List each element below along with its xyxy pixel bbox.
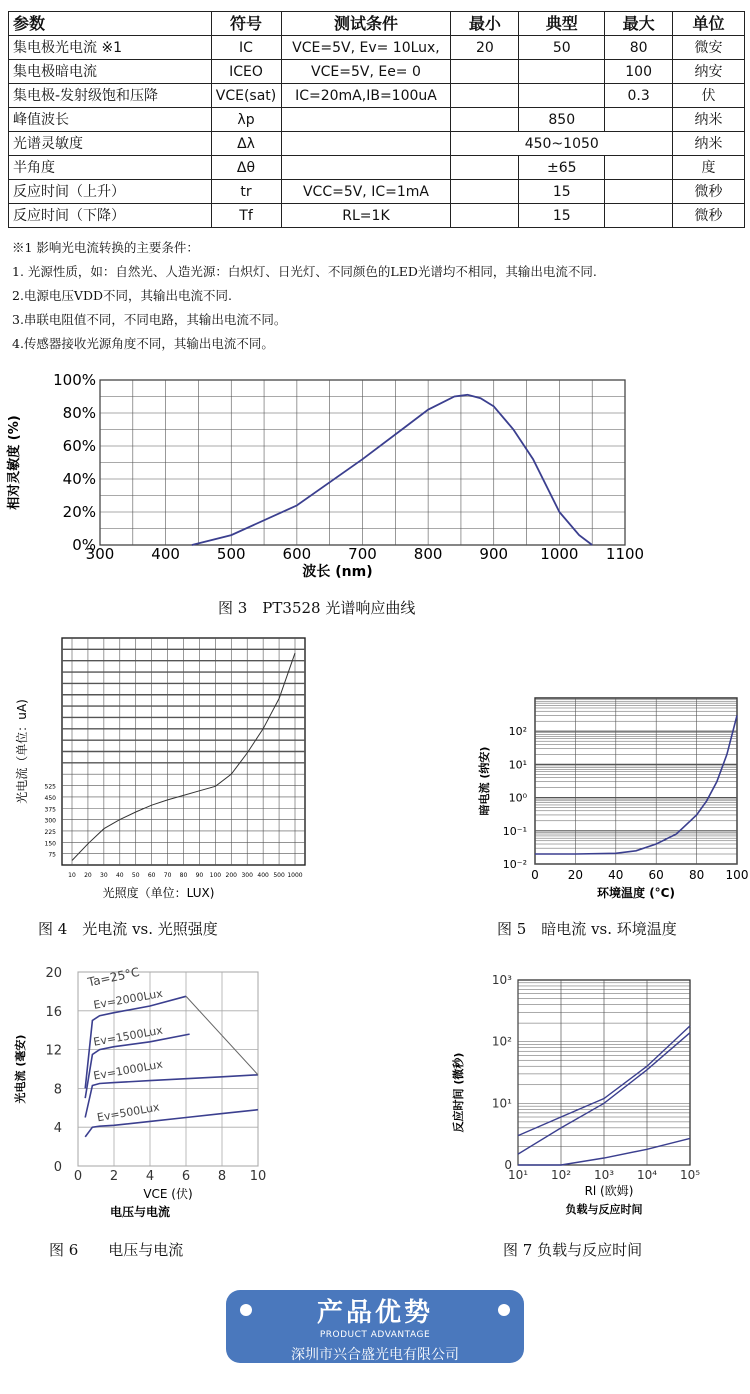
min-cell xyxy=(451,204,519,228)
param-cell: 半角度 xyxy=(9,156,212,180)
note-item: 1. 光源性质，如：自然光、人造光源：白炽灯、日光灯、不同颜色的LED光谱均不相同，其输出电流不同. xyxy=(12,264,597,279)
symbol-cell: IC xyxy=(211,36,281,60)
notes-title: ※1 影响光电流转换的主要条件： xyxy=(12,240,199,255)
typ-cell xyxy=(519,60,605,84)
chart-subtitle: 负载与反应时间 xyxy=(565,1203,643,1216)
header-cell: 典型 xyxy=(519,12,605,36)
max-cell: 100 xyxy=(605,60,673,84)
banner-company: 深圳市兴合盛光电有限公司 xyxy=(291,1347,459,1363)
min-cell: 20 xyxy=(451,36,519,60)
y-tick-label: 4 xyxy=(53,1121,62,1137)
condition-cell: VCC=5V, IC=1mA xyxy=(281,180,451,204)
spec-table xyxy=(8,11,745,228)
y-tick-label: 10⁰ xyxy=(508,791,527,805)
symbol-cell: Tf xyxy=(211,204,281,228)
symbol-cell: Δλ xyxy=(211,132,281,156)
param-cell: 峰值波长 xyxy=(9,108,212,132)
header-cell: 符号 xyxy=(211,12,281,36)
figure-6-caption: 图 6 电压与电流 xyxy=(49,1241,184,1259)
y-tick-label: 10¹ xyxy=(491,1096,512,1111)
param-cell: 集电极暗电流 xyxy=(9,60,212,84)
x-tick-label: 40 xyxy=(115,872,124,879)
table-row xyxy=(9,156,745,180)
chart-subtitle: 电压与电流 xyxy=(109,1205,171,1219)
x-tick-label: 40 xyxy=(608,868,624,882)
x-tick-label: 50 xyxy=(131,872,140,879)
y-tick-label: 450 xyxy=(44,794,56,802)
symbol-cell: ICEO xyxy=(211,60,281,84)
banner-dot-right xyxy=(498,1304,510,1316)
series-label: Ev=1500Lux xyxy=(92,1023,164,1049)
series-label: Ev=500Lux xyxy=(96,1100,161,1125)
x-tick-label: 10 xyxy=(249,1169,267,1184)
typ-cell: 50 xyxy=(519,36,605,60)
voltage-vs-current-chart xyxy=(0,960,290,1225)
unit-cell: 微安 xyxy=(673,36,745,60)
param-cell: 反应时间（上升） xyxy=(9,180,212,204)
y-tick-label: 60% xyxy=(62,437,96,455)
typ-cell xyxy=(519,84,605,108)
condition-cell: VCE=5V, Ee= 0 xyxy=(281,60,451,84)
x-tick-label: 800 xyxy=(413,545,443,563)
x-tick-label: 4 xyxy=(145,1169,155,1184)
x-axis-label: 波长 (nm) xyxy=(302,564,373,580)
notes-section xyxy=(12,236,747,356)
y-tick-label: 20% xyxy=(62,503,96,521)
x-tick-label: 100 xyxy=(725,868,749,882)
min-cell xyxy=(451,156,519,180)
x-tick-label: 80 xyxy=(688,868,705,882)
x-tick-label: 500 xyxy=(273,872,285,879)
y-tick-label: 0% xyxy=(72,536,96,554)
x-tick-label: 10³ xyxy=(593,1168,615,1182)
max-cell xyxy=(605,180,673,204)
header-cell: 测试条件 xyxy=(281,12,451,36)
header-cell: 最大 xyxy=(605,12,673,36)
x-tick-label: 600 xyxy=(282,545,312,563)
table-row xyxy=(9,36,745,60)
y-tick-label: 10¹ xyxy=(508,758,527,772)
y-tick-label: 100% xyxy=(53,371,96,389)
y-tick-label: 375 xyxy=(44,806,56,814)
max-cell xyxy=(605,156,673,180)
x-tick-label: 90 xyxy=(195,872,204,879)
x-tick-label: 300 xyxy=(241,872,253,879)
y-tick-label: 0 xyxy=(504,1158,512,1172)
max-cell: 80 xyxy=(605,36,673,60)
x-tick-label: 2 xyxy=(109,1169,119,1184)
note-item: 4.传感器接收光源角度不同，其输出电流不同。 xyxy=(12,336,274,351)
symbol-cell: Δθ xyxy=(211,156,281,180)
unit-cell: 微秒 xyxy=(673,204,745,228)
banner-title: 产品优势 xyxy=(316,1298,433,1328)
series-label: Ev=1000Lux xyxy=(92,1057,164,1083)
condition-cell xyxy=(281,108,451,132)
y-tick-label: 8 xyxy=(53,1082,62,1098)
min-cell xyxy=(451,180,519,204)
spectral-response-chart xyxy=(0,365,750,625)
x-tick-label: 10 xyxy=(68,872,76,879)
condition-cell xyxy=(281,132,451,156)
load-vs-response-time-chart xyxy=(440,965,750,1225)
x-axis-label: 光照度（单位：LUX) xyxy=(102,886,215,900)
y-tick-label: 10² xyxy=(508,725,527,739)
x-tick-label: 900 xyxy=(479,545,509,563)
min-cell xyxy=(451,108,519,132)
plot-frame xyxy=(535,698,737,864)
typ-cell: 15 xyxy=(519,204,605,228)
unit-cell: 纳米 xyxy=(673,108,745,132)
unit-cell: 微秒 xyxy=(673,180,745,204)
y-tick-label: 150 xyxy=(44,840,56,848)
condition-cell: VCE=5V, Ev= 10Lux, xyxy=(281,36,451,60)
y-axis-label: 光电流 (毫安) xyxy=(14,1034,27,1104)
x-tick-label: 8 xyxy=(217,1169,227,1184)
unit-cell: 纳安 xyxy=(673,60,745,84)
x-tick-label: 10⁵ xyxy=(679,1168,701,1182)
x-tick-label: 400 xyxy=(257,872,269,879)
x-tick-label: 100 xyxy=(209,872,222,879)
symbol-cell: λp xyxy=(211,108,281,132)
x-tick-label: 500 xyxy=(216,545,246,563)
max-cell: 0.3 xyxy=(605,84,673,108)
y-axis-label: 暗电流 (纳安) xyxy=(478,746,491,816)
banner-dot-left xyxy=(240,1304,252,1316)
header-cell: 最小 xyxy=(451,12,519,36)
x-tick-label: 6 xyxy=(181,1169,191,1184)
max-cell xyxy=(605,204,673,228)
typ-cell: ±65 xyxy=(519,156,605,180)
unit-cell: 度 xyxy=(673,156,745,180)
y-axis-label: 反应时间 (微秒) xyxy=(452,1052,465,1133)
figure-4-caption: 图 4 光电流 vs. 光照强度 xyxy=(38,920,218,938)
x-axis-label: 环境温度 (°C) xyxy=(597,886,675,900)
y-tick-label: 300 xyxy=(44,817,56,825)
x-tick-label: 60 xyxy=(648,868,664,882)
min-cell xyxy=(451,84,519,108)
header-cell: 参数 xyxy=(9,12,212,36)
table-row xyxy=(9,84,745,108)
figure-5-caption: 图 5 暗电流 vs. 环境温度 xyxy=(497,920,677,938)
x-tick-label: 80 xyxy=(179,872,188,879)
param-cell: 反应时间（下降） xyxy=(9,204,212,228)
figure-7-caption: 图 7 负载与反应时间 xyxy=(503,1241,643,1259)
x-tick-label: 300 xyxy=(85,545,115,563)
x-tick-label: 1100 xyxy=(605,545,645,563)
y-tick-label: 75 xyxy=(48,851,56,859)
condition-cell xyxy=(281,156,451,180)
unit-cell: 伏 xyxy=(673,84,745,108)
max-cell xyxy=(605,108,673,132)
min-cell xyxy=(451,60,519,84)
param-cell: 集电极-发射级饱和压降 xyxy=(9,84,212,108)
banner-subtitle: PRODUCT ADVANTAGE xyxy=(319,1330,431,1340)
param-cell: 光谱灵敏度 xyxy=(9,132,212,156)
x-axis-label: Rl (欧姆) xyxy=(584,1184,634,1198)
y-tick-label: 20 xyxy=(45,966,62,981)
y-tick-label: 12 xyxy=(45,1043,62,1059)
table-row xyxy=(9,180,745,204)
x-tick-label: 60 xyxy=(147,872,156,879)
y-tick-label: 525 xyxy=(44,783,56,791)
series-line xyxy=(192,395,592,545)
y-tick-label: 0 xyxy=(53,1160,62,1175)
temperature-annotation: Ta=25°C xyxy=(86,964,141,990)
condition-cell: IC=20mA,IB=100uA xyxy=(281,84,451,108)
y-tick-label: 10⁻² xyxy=(502,858,527,871)
x-tick-label: 1000 xyxy=(540,545,579,563)
photocurrent-vs-illuminance-chart xyxy=(0,630,330,905)
y-tick-label: 16 xyxy=(45,1004,62,1020)
y-axis-label: 相对灵敏度 (%) xyxy=(7,415,22,510)
x-tick-label: 10¹ xyxy=(507,1168,529,1182)
header-cell: 单位 xyxy=(673,12,745,36)
figure-3-caption: 图 3 PT3528 光谱响应曲线 xyxy=(218,599,416,617)
x-tick-label: 70 xyxy=(163,872,172,879)
dark-current-vs-temperature-chart xyxy=(460,690,750,905)
x-tick-label: 20 xyxy=(84,872,92,879)
range-cell: 450~1050 xyxy=(451,132,673,156)
x-tick-label: 400 xyxy=(151,545,180,563)
note-item: 2.电源电压VDD不同，其输出电流不同. xyxy=(12,288,232,303)
x-tick-label: 0 xyxy=(73,1169,83,1184)
y-tick-label: 80% xyxy=(62,404,96,422)
y-tick-label: 10³ xyxy=(491,973,512,987)
table-row xyxy=(9,108,745,132)
y-axis-label: 光电流（单位：uA) xyxy=(15,699,29,804)
table-row xyxy=(9,132,745,156)
x-tick-label: 1000 xyxy=(287,872,303,879)
y-tick-label: 10² xyxy=(491,1034,512,1049)
x-tick-label: 0 xyxy=(531,868,539,882)
condition-cell: RL=1K xyxy=(281,204,451,228)
table-row xyxy=(9,60,745,84)
x-axis-label: VCE (伏) xyxy=(143,1187,193,1201)
note-item: 3.串联电阻值不同，不同电路，其输出电流不同。 xyxy=(12,312,287,327)
series-label: Ev=2000Lux xyxy=(92,986,164,1012)
unit-cell: 纳米 xyxy=(673,132,745,156)
typ-cell: 15 xyxy=(519,180,605,204)
y-tick-label: 225 xyxy=(44,828,56,836)
param-cell: 集电极光电流 ※1 xyxy=(9,36,212,60)
y-tick-label: 40% xyxy=(62,470,96,488)
x-tick-label: 20 xyxy=(567,868,584,882)
table-row xyxy=(9,204,745,228)
x-tick-label: 30 xyxy=(100,872,108,879)
symbol-cell: VCE(sat) xyxy=(211,84,281,108)
x-tick-label: 700 xyxy=(348,545,377,563)
table-header-row xyxy=(9,12,745,36)
product-advantage-banner xyxy=(226,1290,524,1363)
x-tick-label: 10⁴ xyxy=(636,1168,658,1182)
x-tick-label: 10² xyxy=(550,1168,572,1182)
x-tick-label: 200 xyxy=(225,872,238,879)
y-tick-label: 10⁻¹ xyxy=(502,824,527,838)
typ-cell: 850 xyxy=(519,108,605,132)
symbol-cell: tr xyxy=(211,180,281,204)
